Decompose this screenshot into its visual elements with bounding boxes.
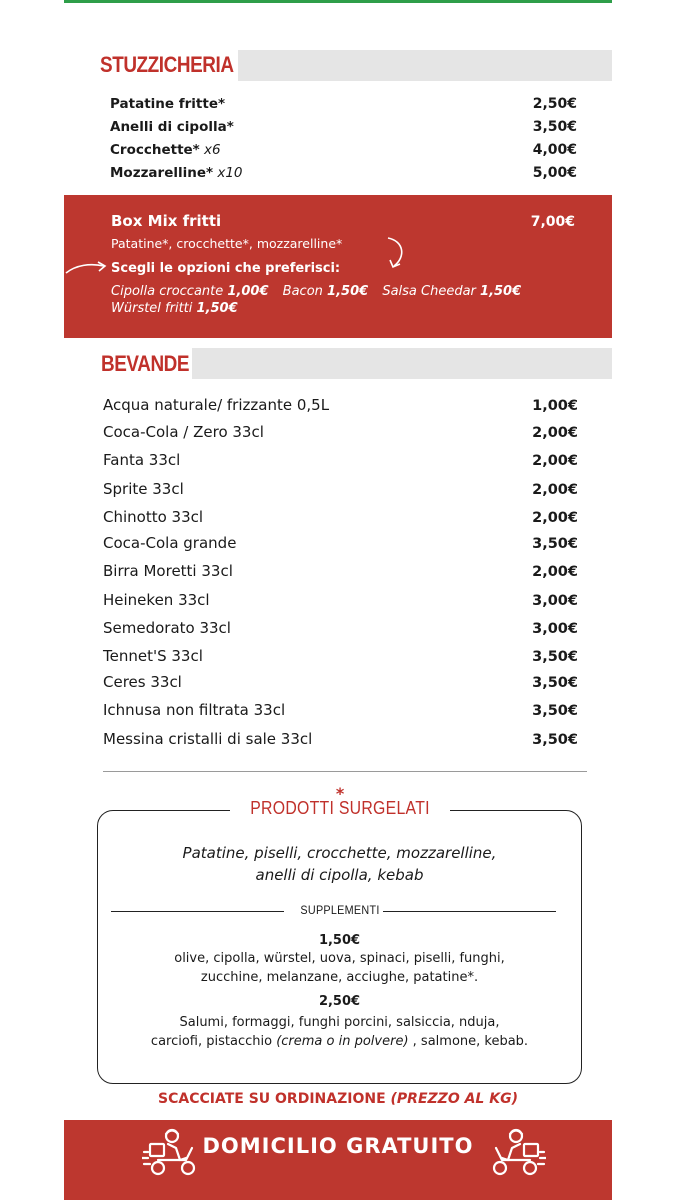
frozen-products-header [230, 786, 450, 826]
menu-row [103, 480, 578, 498]
menu-row [103, 451, 578, 469]
item-name: Fanta 33cl [103, 451, 181, 469]
box-mix-options [111, 283, 581, 317]
item-price: 2,00€ [532, 453, 578, 469]
asterisk-icon: * [335, 784, 345, 803]
section-bar [238, 50, 612, 81]
top-accent-line [64, 0, 612, 3]
supplement-price: 1,50€ [318, 933, 361, 948]
item-price: 2,00€ [532, 510, 578, 526]
option-name: Cipolla croccante [111, 284, 224, 299]
menu-row [103, 534, 578, 552]
box-mix-option [111, 301, 238, 316]
item-price: 3,50€ [532, 119, 577, 135]
option-price: 1,00€ [227, 284, 269, 299]
frozen-items-line: anelli di cipolla, kebab [255, 866, 424, 884]
option-price: 1,50€ [327, 284, 369, 299]
box-mix-subtitle: Patatine*, crocchette*, mozzarelline* [111, 236, 343, 251]
supplement-list [97, 949, 582, 987]
item-name: Messina cristalli di sale 33cl [103, 730, 313, 748]
supplement-line [97, 1032, 582, 1051]
item-quantity: x6 [199, 142, 221, 158]
item-price: 5,00€ [532, 165, 577, 181]
option-price: 1,50€ [196, 301, 238, 316]
menu-row [110, 165, 577, 181]
supplement-text: carciofi, pistacchio [150, 1034, 277, 1049]
item-price: 3,00€ [532, 621, 578, 637]
item-name: Sprite 33cl [103, 480, 184, 498]
item-label: Mozzarelline* [110, 165, 214, 181]
item-label: Crocchette* [110, 142, 200, 158]
item-name: Ceres 33cl [103, 673, 182, 691]
menu-row [103, 619, 578, 637]
supplement-line: olive, cipolla, würstel, uova, spinaci, piselli, funghi, [174, 951, 505, 966]
item-name: Semedorato 33cl [103, 619, 231, 637]
item-name [110, 96, 225, 112]
frozen-products-list [97, 842, 582, 886]
supplement-note: (crema o in polvere) [276, 1034, 409, 1049]
box-mix-choose-label: Scegli le opzioni che preferisci: [111, 261, 341, 276]
item-name: Coca-Cola grande [103, 534, 237, 552]
curved-arrow-right-icon [64, 259, 108, 277]
item-price: 3,50€ [532, 732, 578, 748]
supplement-price: 2,50€ [318, 994, 361, 1009]
section-header-bevande [101, 351, 203, 377]
item-price: 2,50€ [532, 96, 577, 112]
supplements-rule-left [111, 911, 284, 912]
supplement-list [97, 1013, 582, 1051]
supplement-line: zucchine, melanzane, acciughe, patatine*. [200, 970, 479, 985]
menu-row [110, 119, 577, 135]
box-mix-title: Box Mix fritti [111, 212, 222, 230]
menu-row [103, 562, 578, 580]
item-name: Chinotto 33cl [103, 508, 204, 526]
frozen-items-line: Patatine, piselli, crocchette, mozzarelline, [182, 844, 497, 862]
option-name: Bacon [282, 284, 323, 299]
item-name: Ichnusa non filtrata 33cl [103, 701, 286, 719]
scacciate-note [64, 1091, 612, 1107]
item-name: Acqua naturale/ frizzante 0,5L [103, 396, 330, 414]
item-label: Patatine fritte* [110, 96, 226, 112]
option-price: 1,50€ [480, 284, 522, 299]
box-mix-option [382, 284, 521, 299]
item-price: 2,00€ [532, 425, 578, 441]
section-title: STUZZICHERIA [100, 52, 234, 77]
box-mix-price: 7,00€ [530, 214, 575, 230]
scacciate-label: SCACCIATE SU ORDINAZIONE [158, 1091, 391, 1107]
item-name [110, 165, 243, 181]
divider [103, 771, 587, 772]
free-delivery-banner [64, 1120, 612, 1200]
item-price: 3,50€ [532, 536, 578, 552]
item-name [110, 119, 234, 135]
scacciate-price-note: (PREZZO AL KG) [390, 1091, 518, 1107]
box-mix-panel [64, 195, 612, 338]
option-name: Würstel fritti [111, 301, 193, 316]
supplements-rule-right [383, 911, 556, 912]
menu-row [103, 701, 578, 719]
menu-row [103, 396, 578, 414]
item-price: 3,50€ [532, 703, 578, 719]
menu-row [103, 730, 578, 748]
menu-row [103, 423, 578, 441]
box-mix-option [111, 284, 269, 299]
item-name: Tennet'S 33cl [103, 647, 203, 665]
menu-row [110, 142, 577, 158]
frozen-products-title: PRODOTTI SURGELATI [250, 798, 430, 818]
item-price: 3,50€ [532, 649, 578, 665]
section-header-stuzzicheria [100, 52, 255, 78]
supplement-text: , salmone, kebab. [408, 1034, 529, 1049]
menu-row [110, 96, 577, 112]
menu-row [103, 673, 578, 691]
item-price: 2,00€ [532, 564, 578, 580]
item-name: Coca-Cola / Zero 33cl [103, 423, 264, 441]
item-price: 4,00€ [532, 142, 577, 158]
item-price: 2,00€ [532, 482, 578, 498]
item-label: Anelli di cipolla* [110, 119, 234, 135]
item-quantity: x10 [213, 165, 243, 181]
menu-row [103, 508, 578, 526]
free-delivery-label: DOMICILIO GRATUITO [202, 1134, 474, 1158]
delivery-scooter-icon [486, 1124, 546, 1188]
supplement-line: Salumi, formaggi, funghi porcini, salsiccia, nduja, [179, 1015, 500, 1030]
menu-row [103, 591, 578, 609]
section-bar [192, 348, 612, 379]
item-price: 3,50€ [532, 675, 578, 691]
option-name: Salsa Cheedar [382, 284, 476, 299]
item-price: 1,00€ [532, 398, 578, 414]
box-mix-option [283, 284, 369, 299]
supplements-label: SUPPLEMENTI [300, 903, 380, 917]
section-title: BEVANDE [101, 351, 190, 376]
item-name [110, 142, 221, 158]
curved-arrow-down-icon [384, 235, 410, 271]
item-name: Birra Moretti 33cl [103, 562, 233, 580]
item-price: 3,00€ [532, 593, 578, 609]
item-name: Heineken 33cl [103, 591, 210, 609]
menu-row [103, 647, 578, 665]
